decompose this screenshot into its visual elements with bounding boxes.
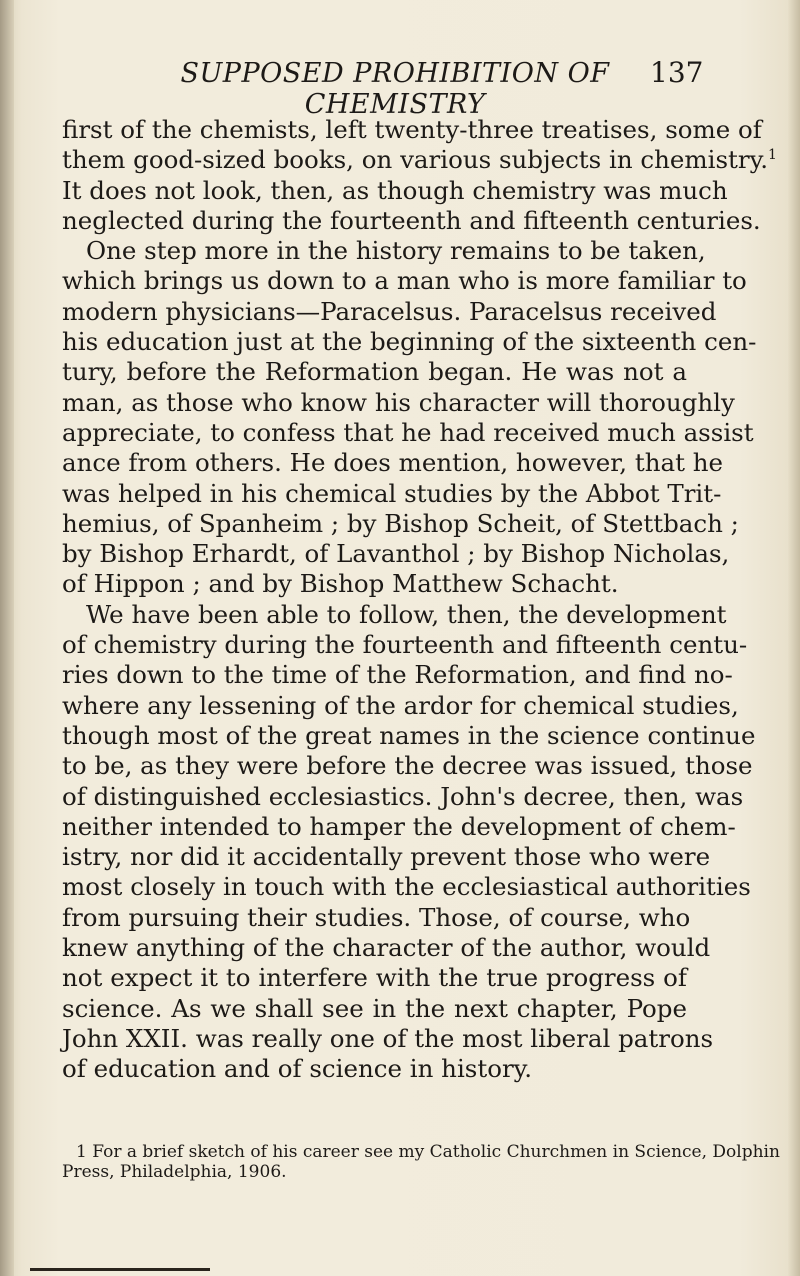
text-line: It does not look, then, as though chemistry was much [62,175,728,205]
text-line: of Hippon ; and by Bishop Matthew Schacht. [62,569,619,599]
text-line: istry, nor did it accidentally prevent those who were [62,842,711,872]
footnote-line: 1 For a brief sketch of his career see my Catholic Churchmen in Science, Dolphin [76,1142,780,1162]
text-line: not expect it to interfere with the true progress of [62,963,687,993]
text-line: first of the chemists, left twenty-three treatises, some of [62,115,762,144]
text-line: We have been able to follow, then, the development [86,599,727,629]
body-text [62,115,777,1085]
page-header [140,56,704,120]
text-line: modern physicians—Paracelsus. Paracelsus received [62,296,717,326]
bottom-edge-mark [30,1268,210,1271]
text-line: neglected during the fourteenth and fifteenth centuries. [62,205,761,235]
text-line: where any lessening of the ardor for chemical studies, [62,690,739,720]
footnote [62,1142,780,1182]
text-line: appreciate, to confess that he had received much assist [62,417,754,447]
text-line: neither intended to hamper the development of chem- [62,811,736,841]
text-line-content: them good-sized books, on various subjects in chemistry. [62,145,768,175]
text-line: tury, before the Reformation began. He was not a [62,357,687,387]
page-edge-right [788,0,800,1276]
text-line: which brings us down to a man who is more familiar to [62,266,747,296]
text-line [62,145,777,175]
page-number: 137 [650,56,704,89]
text-line: of distinguished ecclesiastics. John's decree, then, was [62,781,744,811]
text-line: ance from others. He does mention, however, that he [62,448,723,478]
text-line: One step more in the history remains to be taken, [86,236,706,266]
text-line: man, as those who know his character will thoroughly [62,387,735,417]
text-line: to be, as they were before the decree was issued, those [62,751,753,781]
text-line: ries down to the time of the Reformation, and find no- [62,660,733,690]
text-line: most closely in touch with the ecclesiastical authorities [62,872,751,902]
footnote-marker: 1 [768,147,777,164]
text-line: though most of the great names in the science continue [62,720,756,750]
page-gutter-left [0,0,14,1276]
footnote-line: Press, Philadelphia, 1906. [62,1162,287,1182]
text-line: by Bishop Erhardt, of Lavanthol ; by Bishop Nicholas, [62,539,730,569]
text-line: of chemistry during the fourteenth and fifteenth centu- [62,630,748,660]
running-head: SUPPOSED PROHIBITION OF CHEMISTRY [180,58,610,120]
text-line: hemius, of Spanheim ; by Bishop Scheit, of Stettbach ; [62,508,739,538]
text-line: knew anything of the character of the author, would [62,933,711,963]
text-line: science. As we shall see in the next chapter, Pope [62,993,687,1023]
text-line: was helped in his chemical studies by the Abbot Trit- [62,478,722,508]
text-line: his education just at the beginning of the sixteenth cen- [62,327,757,357]
text-line: of education and of science in history. [62,1054,533,1084]
text-line: John XXII. was really one of the most liberal patrons [62,1023,714,1053]
text-line: from pursuing their studies. Those, of course, who [62,902,691,932]
